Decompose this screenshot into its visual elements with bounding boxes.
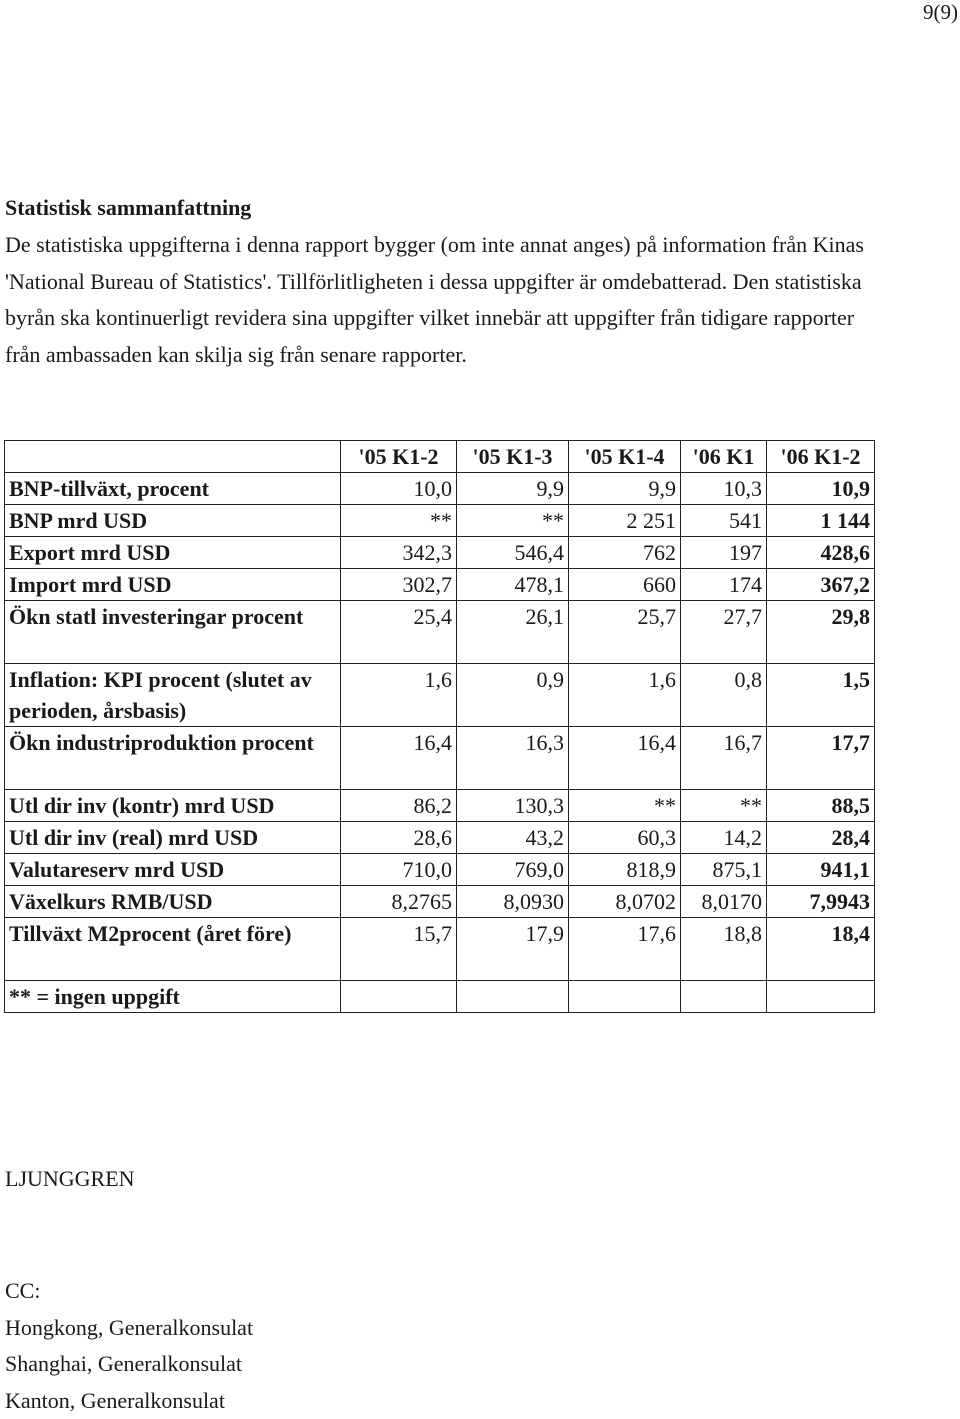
value-cell: 14,2: [681, 822, 767, 854]
value-cell: 1,6: [341, 664, 457, 727]
value-cell: [341, 981, 457, 1013]
table-row: [5, 854, 875, 886]
value-cell: 17,7: [767, 727, 875, 790]
value-cell: 762: [569, 537, 681, 569]
value-cell: 18,8: [681, 918, 767, 981]
cc-recipient: Shanghai, Generalkonsulat: [5, 1346, 253, 1383]
value-cell: 875,1: [681, 854, 767, 886]
cc-recipient: Hongkong, Generalkonsulat: [5, 1310, 253, 1347]
value-cell: 18,4: [767, 918, 875, 981]
row-label: Import mrd USD: [5, 569, 341, 601]
row-label: Utl dir inv (real) mrd USD: [5, 822, 341, 854]
row-label: Ökn industriproduktion procent: [5, 727, 341, 790]
value-cell: [681, 981, 767, 1013]
value-cell: 16,3: [457, 727, 569, 790]
row-label: Valutareserv mrd USD: [5, 854, 341, 886]
value-cell: 302,7: [341, 569, 457, 601]
statistics-table: [4, 440, 875, 1013]
value-cell: 88,5: [767, 790, 875, 822]
value-cell: 10,9: [767, 473, 875, 505]
table-row: [5, 822, 875, 854]
value-cell: [457, 981, 569, 1013]
value-cell: 8,0930: [457, 886, 569, 918]
value-cell: [767, 981, 875, 1013]
table-row: [5, 886, 875, 918]
value-cell: 769,0: [457, 854, 569, 886]
value-cell: **: [457, 505, 569, 537]
value-cell: 428,6: [767, 537, 875, 569]
page-number: 9(9): [923, 0, 958, 24]
value-cell: 9,9: [457, 473, 569, 505]
value-cell: 26,1: [457, 601, 569, 664]
value-cell: 660: [569, 569, 681, 601]
table-row: [5, 918, 875, 981]
table-row: [5, 981, 875, 1013]
value-cell: 10,3: [681, 473, 767, 505]
value-cell: 17,9: [457, 918, 569, 981]
value-cell: 710,0: [341, 854, 457, 886]
value-cell: **: [569, 790, 681, 822]
value-cell: 174: [681, 569, 767, 601]
value-cell: 0,9: [457, 664, 569, 727]
table-row: [5, 473, 875, 505]
header-cell-06-k1: '06 K1: [681, 441, 767, 473]
header-cell-06-k1-2: '06 K1-2: [767, 441, 875, 473]
value-cell: 478,1: [457, 569, 569, 601]
value-cell: 1,6: [569, 664, 681, 727]
table-row: [5, 790, 875, 822]
value-cell: 0,8: [681, 664, 767, 727]
value-cell: 9,9: [569, 473, 681, 505]
table-row: [5, 601, 875, 664]
row-label: Ökn statl investeringar procent: [5, 601, 341, 664]
row-label: Utl dir inv (kontr) mrd USD: [5, 790, 341, 822]
value-cell: 1,5: [767, 664, 875, 727]
value-cell: 546,4: [457, 537, 569, 569]
header-cell-05-k1-3: '05 K1-3: [457, 441, 569, 473]
summary-heading: Statistisk sammanfattning: [5, 194, 251, 222]
row-label: BNP mrd USD: [5, 505, 341, 537]
value-cell: **: [341, 505, 457, 537]
row-label: Export mrd USD: [5, 537, 341, 569]
value-cell: **: [681, 790, 767, 822]
value-cell: 17,6: [569, 918, 681, 981]
value-cell: 130,3: [457, 790, 569, 822]
table-row: [5, 505, 875, 537]
value-cell: 16,7: [681, 727, 767, 790]
value-cell: 818,9: [569, 854, 681, 886]
value-cell: 25,4: [341, 601, 457, 664]
value-cell: 43,2: [457, 822, 569, 854]
value-cell: 2 251: [569, 505, 681, 537]
value-cell: [569, 981, 681, 1013]
row-label: ** = ingen uppgift: [5, 981, 341, 1013]
header-cell-empty: [5, 441, 341, 473]
value-cell: 197: [681, 537, 767, 569]
value-cell: 7,9943: [767, 886, 875, 918]
table-row: [5, 664, 875, 727]
table-row: [5, 727, 875, 790]
table-row: [5, 569, 875, 601]
header-cell-05-k1-2: '05 K1-2: [341, 441, 457, 473]
row-label: Växelkurs RMB/USD: [5, 886, 341, 918]
value-cell: 541: [681, 505, 767, 537]
row-label: Inflation: KPI procent (slutet av perioden, årsbasis): [5, 664, 341, 727]
value-cell: 28,4: [767, 822, 875, 854]
cc-block: [5, 1273, 253, 1419]
value-cell: 367,2: [767, 569, 875, 601]
value-cell: 27,7: [681, 601, 767, 664]
value-cell: 86,2: [341, 790, 457, 822]
row-label: BNP-tillväxt, procent: [5, 473, 341, 505]
summary-body: De statistiska uppgifterna i denna rapport bygger (om inte annat anges) på information från Kinas 'National Bureau of Statistics'. Tillförlitligheten i dessa uppgifter är omdebatterad. Den statistiska byrån ska kontinuerligt revidera sina uppgifter vilket innebär att uppgifter från tidigare rapporter från ambassaden kan skilja sig från senare rapporter.: [5, 227, 885, 373]
header-cell-05-k1-4: '05 K1-4: [569, 441, 681, 473]
value-cell: 16,4: [341, 727, 457, 790]
value-cell: 60,3: [569, 822, 681, 854]
cc-label: CC:: [5, 1273, 253, 1310]
value-cell: 29,8: [767, 601, 875, 664]
table-header-row: [5, 441, 875, 473]
value-cell: 8,0170: [681, 886, 767, 918]
value-cell: 1 144: [767, 505, 875, 537]
cc-recipient: Kanton, Generalkonsulat: [5, 1383, 253, 1419]
value-cell: 8,2765: [341, 886, 457, 918]
row-label: Tillväxt M2procent (året före): [5, 918, 341, 981]
value-cell: 15,7: [341, 918, 457, 981]
signature: LJUNGGREN: [5, 1164, 135, 1194]
value-cell: 342,3: [341, 537, 457, 569]
value-cell: 10,0: [341, 473, 457, 505]
value-cell: 16,4: [569, 727, 681, 790]
value-cell: 8,0702: [569, 886, 681, 918]
value-cell: 25,7: [569, 601, 681, 664]
value-cell: 28,6: [341, 822, 457, 854]
table-body: [5, 473, 875, 1013]
table-row: [5, 537, 875, 569]
value-cell: 941,1: [767, 854, 875, 886]
